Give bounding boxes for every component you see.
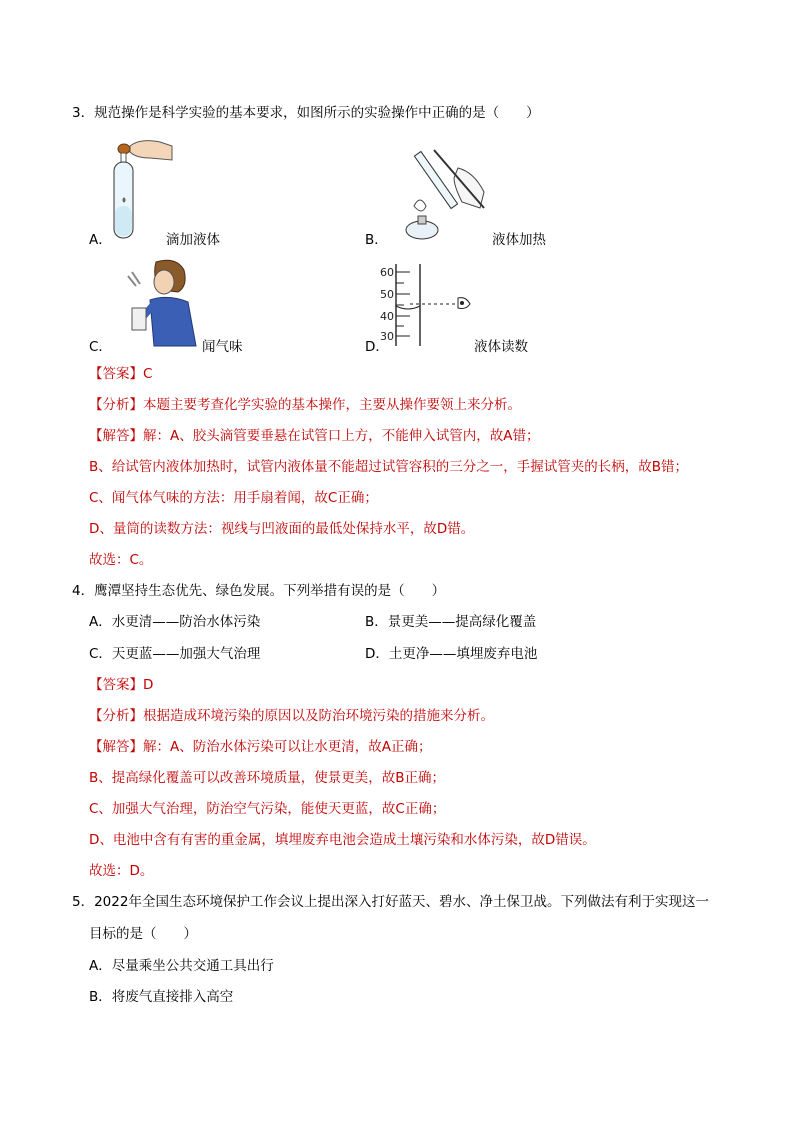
q3-answer (89, 364, 152, 384)
cylinder-reading-figure (380, 262, 480, 348)
question-3-stem: 3．规范操作是科学实验的基本要求，如图所示的实验操作中正确的是（ ） (72, 105, 540, 121)
analysis-text: 本题主要考查化学实验的基本操作，主要从操作要领上来分析。 (143, 397, 521, 413)
solution-line: D、电池中含有有害的重金属，填埋废弃电池会造成土壤污染和水体污染，故D错误。 (89, 832, 596, 848)
q4-option-b: B．景更美——提高绿化覆盖 (365, 614, 537, 630)
option-b-caption: 液体加热 (492, 232, 546, 248)
answer-value: C (143, 366, 153, 382)
solution-tag: 【解答】 (89, 428, 143, 444)
q4-option-c: C．天更蓝——加强大气治理 (89, 646, 261, 662)
solution-text: 解：A、防治水体污染可以让水更清，故A正确； (143, 739, 432, 755)
answer-value: D (143, 677, 154, 693)
option-d-caption: 液体读数 (474, 339, 528, 355)
heating-test-tube-figure (384, 142, 488, 246)
solution-line: D、量筒的读数方法：视线与凹液面的最低处保持水平，故D错。 (89, 521, 475, 537)
question-4-stem: 4．鹰潭坚持生态优先、绿色发展。下列举措有误的是（ ） (72, 583, 446, 599)
answer-tag: 【答案】 (89, 677, 143, 693)
solution-line: B、给试管内液体加热时，试管内液体量不能超过试管容积的三分之一，手握试管夹的长柄，故B错； (89, 459, 689, 475)
q5-option-b: B．将废气直接排入高空 (89, 989, 234, 1005)
option-a-caption: 滴加液体 (166, 232, 220, 248)
cylinder-tick-60: 60 (380, 266, 394, 279)
q4-option-d: D．土更净——填埋废弃电池 (365, 646, 538, 662)
analysis-tag: 【分析】 (89, 708, 143, 724)
solution-line: C、加强大气治理，防治空气污染，能使天更蓝，故C正确； (89, 801, 446, 817)
q4-analysis (89, 706, 494, 726)
answer-tag: 【答案】 (89, 366, 143, 382)
cylinder-tick-50: 50 (380, 288, 394, 301)
option-d-letter: D． (365, 339, 389, 355)
dropper-test-tube-figure (100, 136, 174, 244)
question-5-stem-line-2: 目标的是（ ） (89, 926, 197, 942)
smelling-gas-figure (120, 256, 202, 348)
solution-line: C、闻气体气味的方法：用手扇着闻，故C正确； (89, 490, 378, 506)
solution-line: 故选：C。 (89, 552, 153, 568)
q5-option-a: A．尽量乘坐公共交通工具出行 (89, 958, 274, 974)
q4-answer (89, 675, 153, 695)
option-b-letter: B． (365, 232, 388, 248)
question-5-stem-line-1: 5．2022年全国生态环境保护工作会议上提出深入打好蓝天、碧水、净土保卫战。下列做法有利于实现这一 (72, 894, 709, 910)
solution-text: 解：A、胶头滴管要垂悬在试管口上方，不能伸入试管内，故A错； (143, 428, 540, 444)
option-a-letter: A． (89, 232, 112, 248)
solution-tag: 【解答】 (89, 739, 143, 755)
q4-option-a: A．水更清——防治水体污染 (89, 614, 261, 630)
option-c-letter: C． (89, 339, 112, 355)
cylinder-tick-40: 40 (380, 310, 394, 323)
q4-solution (89, 737, 431, 757)
solution-line: B、提高绿化覆盖可以改善环境质量，使景更美，故B正确； (89, 770, 446, 786)
q3-analysis (89, 395, 521, 415)
option-c-caption: 闻气味 (202, 339, 243, 355)
cylinder-tick-30: 30 (380, 330, 394, 343)
analysis-text: 根据造成环境污染的原因以及防治环境污染的措施来分析。 (143, 708, 494, 724)
q3-solution (89, 426, 539, 446)
analysis-tag: 【分析】 (89, 397, 143, 413)
solution-line: 故选：D。 (89, 863, 154, 879)
